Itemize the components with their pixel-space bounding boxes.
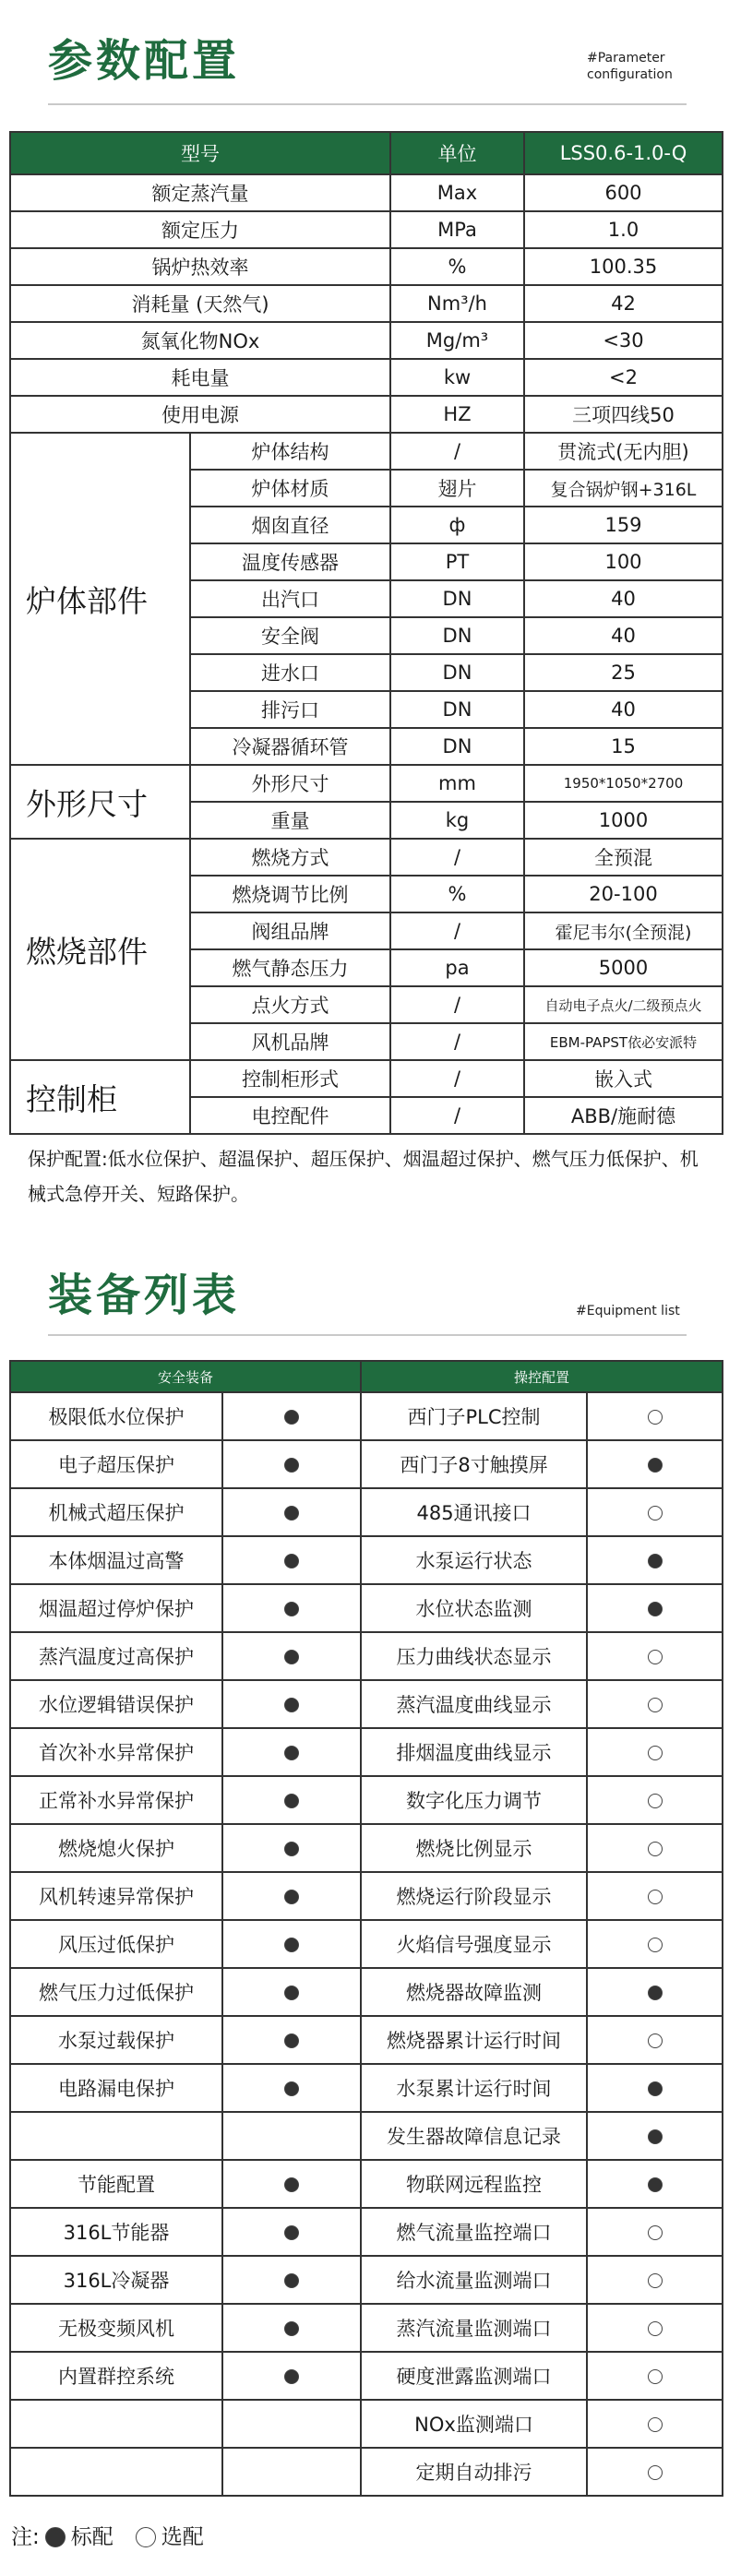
- optional-circle-icon: [648, 1698, 663, 1712]
- safety-item: [10, 2400, 222, 2448]
- parameter-row: [10, 433, 723, 470]
- control-item: 水位状态监测: [361, 1584, 587, 1632]
- standard-dot-icon: [648, 1554, 663, 1568]
- param-value: 5000: [524, 949, 723, 986]
- param-label: 温度传感器: [190, 543, 390, 580]
- safety-mark-cell: [222, 2304, 361, 2352]
- control-mark-cell: [587, 2256, 723, 2304]
- standard-dot-icon: [284, 1746, 299, 1760]
- param-value: 全预混: [524, 839, 723, 876]
- param-unit: /: [390, 839, 524, 876]
- param-label: 锅炉热效率: [10, 248, 390, 285]
- safety-mark-cell: [222, 2112, 361, 2160]
- header-controls: 操控配置: [361, 1361, 723, 1392]
- param-subtitle-line2: configuration: [587, 67, 673, 82]
- safety-item: 无极变频风机: [10, 2304, 222, 2352]
- control-mark-cell: [587, 1536, 723, 1584]
- param-value: 1.0: [524, 211, 723, 248]
- param-value: <30: [524, 322, 723, 359]
- equipment-row: [10, 1392, 723, 1440]
- param-label: 消耗量 (天然气): [10, 285, 390, 322]
- param-unit: pa: [390, 949, 524, 986]
- param-group-name: 外形尺寸: [10, 765, 190, 839]
- param-label: 氮氧化物NOx: [10, 322, 390, 359]
- param-unit: mm: [390, 765, 524, 802]
- param-value: 1000: [524, 802, 723, 839]
- param-unit: DN: [390, 580, 524, 617]
- safety-mark-cell: [222, 1872, 361, 1920]
- standard-dot-icon: [284, 1986, 299, 2000]
- equipment-row: [10, 2256, 723, 2304]
- parameter-row: [10, 765, 723, 802]
- equip-section-divider: [48, 1334, 687, 1336]
- param-section-divider: [48, 103, 687, 105]
- param-label: 安全阀: [190, 617, 390, 654]
- standard-dot-icon: [284, 1938, 299, 1952]
- param-value: 复合锅炉钢+316L: [524, 470, 723, 507]
- optional-circle-icon: [648, 1506, 663, 1521]
- safety-mark-cell: [222, 1488, 361, 1536]
- legend-optional-label: 选配: [161, 2525, 204, 2549]
- protection-note: 保护配置:低水位保护、超温保护、超压保护、烟温超过保护、燃气压力低保护、机械式急停开关、短路保护。: [28, 1148, 699, 1205]
- param-section-title: 参数配置: [48, 35, 241, 87]
- standard-dot-icon: [284, 2033, 299, 2048]
- safety-mark-cell: [222, 1440, 361, 1488]
- param-unit: kg: [390, 802, 524, 839]
- safety-mark-cell: [222, 1536, 361, 1584]
- param-value: 三项四线50: [524, 396, 723, 433]
- param-unit: /: [390, 1023, 524, 1060]
- equipment-row: [10, 1584, 723, 1632]
- safety-mark-cell: [222, 2448, 361, 2496]
- safety-item: 蒸汽温度过高保护: [10, 1632, 222, 1680]
- param-subtitle-line1: #Parameter: [587, 51, 665, 66]
- safety-item: 风压过低保护: [10, 1920, 222, 1968]
- safety-item: 电子超压保护: [10, 1440, 222, 1488]
- equipment-row: [10, 1632, 723, 1680]
- param-value: <2: [524, 359, 723, 396]
- param-unit: /: [390, 986, 524, 1023]
- safety-item: 水泵过载保护: [10, 2016, 222, 2064]
- param-value: 600: [524, 174, 723, 211]
- optional-circle-icon: [648, 1890, 663, 1904]
- standard-dot-icon: [284, 2273, 299, 2288]
- safety-item: 燃烧熄火保护: [10, 1824, 222, 1872]
- safety-mark-cell: [222, 2352, 361, 2400]
- equipment-table: [9, 1360, 723, 2497]
- legend-standard-label: 标配: [70, 2525, 114, 2549]
- control-item: 物联网远程监控: [361, 2160, 587, 2208]
- param-group-name: 炉体部件: [10, 433, 190, 765]
- param-value: EBM-PAPST依必安派特: [524, 1023, 723, 1060]
- legend: [11, 2523, 204, 2551]
- control-item: 蒸汽流量监测端口: [361, 2304, 587, 2352]
- control-item: 燃烧器累计运行时间: [361, 2016, 587, 2064]
- standard-dot-icon: [648, 1986, 663, 2000]
- control-mark-cell: [587, 1776, 723, 1824]
- equipment-row: [10, 1920, 723, 1968]
- standard-dot-icon: [284, 1794, 299, 1808]
- param-unit: %: [390, 248, 524, 285]
- safety-item: 首次补水异常保护: [10, 1728, 222, 1776]
- control-item: 发生器故障信息记录: [361, 2112, 587, 2160]
- param-unit: DN: [390, 654, 524, 691]
- control-mark-cell: [587, 2016, 723, 2064]
- equipment-row: [10, 2448, 723, 2496]
- safety-item: 极限低水位保护: [10, 1392, 222, 1440]
- parameter-table: [9, 131, 723, 1135]
- equipment-row: [10, 1440, 723, 1488]
- control-mark-cell: [587, 1728, 723, 1776]
- control-item: 燃烧器故障监测: [361, 1968, 587, 2016]
- param-unit: DN: [390, 728, 524, 765]
- optional-circle-icon: [648, 1410, 663, 1425]
- standard-dot-icon: [284, 1458, 299, 1473]
- optional-circle-icon: [648, 1794, 663, 1808]
- param-group-name: 控制柜: [10, 1060, 190, 1134]
- param-value: 100: [524, 543, 723, 580]
- safety-item: 316L冷凝器: [10, 2256, 222, 2304]
- safety-mark-cell: [222, 1584, 361, 1632]
- optional-circle-icon: [648, 2273, 663, 2288]
- param-label: 风机品牌: [190, 1023, 390, 1060]
- control-mark-cell: [587, 2112, 723, 2160]
- control-item: 485通讯接口: [361, 1488, 587, 1536]
- safety-item: 电路漏电保护: [10, 2064, 222, 2112]
- control-item: 水泵运行状态: [361, 1536, 587, 1584]
- param-unit: Nm³/h: [390, 285, 524, 322]
- safety-mark-cell: [222, 1392, 361, 1440]
- safety-item: 烟温超过停炉保护: [10, 1584, 222, 1632]
- safety-mark-cell: [222, 1680, 361, 1728]
- safety-item: 内置群控系统: [10, 2352, 222, 2400]
- parameter-row: [10, 211, 723, 248]
- control-mark-cell: [587, 1488, 723, 1536]
- param-label: 电控配件: [190, 1097, 390, 1134]
- equipment-row: [10, 1728, 723, 1776]
- safety-item: 机械式超压保护: [10, 1488, 222, 1536]
- control-mark-cell: [587, 2208, 723, 2256]
- optional-circle-icon: [648, 2465, 663, 2480]
- parameter-row: [10, 285, 723, 322]
- param-unit: /: [390, 1097, 524, 1134]
- param-value: 贯流式(无内胆): [524, 433, 723, 470]
- control-mark-cell: [587, 1392, 723, 1440]
- param-unit: DN: [390, 617, 524, 654]
- parameter-header-row: [10, 132, 723, 174]
- control-mark-cell: [587, 2064, 723, 2112]
- control-item: 西门子PLC控制: [361, 1392, 587, 1440]
- optional-circle-icon: [648, 2225, 663, 2240]
- safety-mark-cell: [222, 2256, 361, 2304]
- control-item: 西门子8寸触摸屏: [361, 1440, 587, 1488]
- safety-item: 燃气压力过低保护: [10, 1968, 222, 2016]
- safety-item: 风机转速异常保护: [10, 1872, 222, 1920]
- header-safety: 安全装备: [10, 1361, 361, 1392]
- standard-dot-icon: [284, 2081, 299, 2096]
- standard-dot-icon: [648, 1458, 663, 1473]
- parameter-row: [10, 174, 723, 211]
- param-label: 炉体材质: [190, 470, 390, 507]
- param-value: 25: [524, 654, 723, 691]
- equipment-row: [10, 2208, 723, 2256]
- control-item: 水泵累计运行时间: [361, 2064, 587, 2112]
- param-unit: Mg/m³: [390, 322, 524, 359]
- optional-circle-icon: [648, 2321, 663, 2336]
- control-item: 压力曲线状态显示: [361, 1632, 587, 1680]
- safety-mark-cell: [222, 2400, 361, 2448]
- standard-dot-icon: [284, 1506, 299, 1521]
- control-mark-cell: [587, 1440, 723, 1488]
- standard-dot-icon: [284, 1554, 299, 1568]
- control-mark-cell: [587, 1824, 723, 1872]
- param-label: 排污口: [190, 691, 390, 728]
- optional-circle-icon: [648, 2033, 663, 2048]
- standard-dot-icon: [284, 1650, 299, 1664]
- equipment-row: [10, 2016, 723, 2064]
- safety-mark-cell: [222, 1728, 361, 1776]
- param-label: 额定压力: [10, 211, 390, 248]
- optional-circle-icon: [648, 1650, 663, 1664]
- param-label: 燃气静态压力: [190, 949, 390, 986]
- control-item: NOx监测端口: [361, 2400, 587, 2448]
- safety-mark-cell: [222, 2016, 361, 2064]
- param-unit: %: [390, 876, 524, 912]
- header-unit: 单位: [390, 132, 524, 174]
- control-item: 硬度泄露监测端口: [361, 2352, 587, 2400]
- param-value: 100.35: [524, 248, 723, 285]
- param-label: 烟囱直径: [190, 507, 390, 543]
- param-value: 159: [524, 507, 723, 543]
- parameter-row: [10, 396, 723, 433]
- safety-item: 316L节能器: [10, 2208, 222, 2256]
- param-label: 进水口: [190, 654, 390, 691]
- param-label: 耗电量: [10, 359, 390, 396]
- control-mark-cell: [587, 1872, 723, 1920]
- control-item: 定期自动排污: [361, 2448, 587, 2496]
- param-label: 阀组品牌: [190, 912, 390, 949]
- standard-dot-icon: [284, 1890, 299, 1904]
- param-value: 42: [524, 285, 723, 322]
- param-label: 外形尺寸: [190, 765, 390, 802]
- safety-item: 本体烟温过高警: [10, 1536, 222, 1584]
- param-group-name: 燃烧部件: [10, 839, 190, 1060]
- param-label: 出汽口: [190, 580, 390, 617]
- control-mark-cell: [587, 2448, 723, 2496]
- param-value: 1950*1050*2700: [524, 765, 723, 802]
- standard-dot-icon: [284, 1698, 299, 1712]
- safety-item: 正常补水异常保护: [10, 1776, 222, 1824]
- optional-circle-icon: [648, 2417, 663, 2432]
- equipment-header-row: [10, 1361, 723, 1392]
- param-unit: kw: [390, 359, 524, 396]
- control-mark-cell: [587, 2160, 723, 2208]
- legend-prefix: 注:: [11, 2525, 40, 2549]
- equip-section-subtitle: #Equipment list: [576, 1304, 680, 1318]
- equipment-row: [10, 2112, 723, 2160]
- standard-dot-icon: [648, 2081, 663, 2096]
- control-item: 燃烧运行阶段显示: [361, 1872, 587, 1920]
- equipment-row: [10, 1776, 723, 1824]
- param-label: 冷凝器循环管: [190, 728, 390, 765]
- optional-circle-icon: [648, 2369, 663, 2384]
- param-value: ABB/施耐德: [524, 1097, 723, 1134]
- param-label: 重量: [190, 802, 390, 839]
- control-item: 蒸汽温度曲线显示: [361, 1680, 587, 1728]
- control-item: 火焰信号强度显示: [361, 1920, 587, 1968]
- param-unit: Max: [390, 174, 524, 211]
- safety-mark-cell: [222, 1968, 361, 2016]
- equipment-row: [10, 1536, 723, 1584]
- optional-circle-icon: [648, 1842, 663, 1856]
- equipment-row: [10, 1488, 723, 1536]
- control-item: 燃烧比例显示: [361, 1824, 587, 1872]
- param-label: 额定蒸汽量: [10, 174, 390, 211]
- param-label: 点火方式: [190, 986, 390, 1023]
- standard-dot-icon: [284, 1602, 299, 1616]
- safety-mark-cell: [222, 2064, 361, 2112]
- optional-circle-icon: [648, 1746, 663, 1760]
- standard-dot-icon: [284, 1842, 299, 1856]
- safety-mark-cell: [222, 1920, 361, 1968]
- safety-mark-cell: [222, 2208, 361, 2256]
- safety-mark-cell: [222, 1632, 361, 1680]
- parameter-row: [10, 248, 723, 285]
- control-mark-cell: [587, 1920, 723, 1968]
- equipment-row: [10, 2400, 723, 2448]
- param-section-subtitle: [587, 50, 673, 83]
- param-value: 15: [524, 728, 723, 765]
- header-model: 型号: [10, 132, 390, 174]
- param-value: 40: [524, 617, 723, 654]
- param-label: 燃烧方式: [190, 839, 390, 876]
- param-label: 使用电源: [10, 396, 390, 433]
- safety-mark-cell: [222, 1776, 361, 1824]
- param-unit: /: [390, 912, 524, 949]
- standard-dot-icon: [284, 1410, 299, 1425]
- param-value: 霍尼韦尔(全预混): [524, 912, 723, 949]
- control-item: 给水流量监测端口: [361, 2256, 587, 2304]
- param-value: 40: [524, 691, 723, 728]
- standard-dot-icon: [648, 2177, 663, 2192]
- standard-dot-icon: [45, 2527, 66, 2547]
- equipment-row: [10, 1824, 723, 1872]
- param-unit: MPa: [390, 211, 524, 248]
- standard-dot-icon: [284, 2177, 299, 2192]
- param-unit: DN: [390, 691, 524, 728]
- parameter-row: [10, 839, 723, 876]
- parameter-row: [10, 359, 723, 396]
- standard-dot-icon: [284, 2225, 299, 2240]
- equipment-row: [10, 2352, 723, 2400]
- equip-section-title: 装备列表: [48, 1270, 241, 1321]
- param-value: 嵌入式: [524, 1060, 723, 1097]
- standard-dot-icon: [284, 2321, 299, 2336]
- control-mark-cell: [587, 2352, 723, 2400]
- standard-dot-icon: [648, 2129, 663, 2144]
- param-label: 炉体结构: [190, 433, 390, 470]
- control-mark-cell: [587, 1632, 723, 1680]
- param-unit: /: [390, 1060, 524, 1097]
- equipment-row: [10, 1680, 723, 1728]
- equipment-row: [10, 1968, 723, 2016]
- standard-dot-icon: [648, 1602, 663, 1616]
- control-mark-cell: [587, 2400, 723, 2448]
- control-item: 数字化压力调节: [361, 1776, 587, 1824]
- param-unit: /: [390, 433, 524, 470]
- control-item: 燃气流量监控端口: [361, 2208, 587, 2256]
- parameter-row: [10, 1060, 723, 1097]
- standard-dot-icon: [284, 2369, 299, 2384]
- param-unit: ф: [390, 507, 524, 543]
- param-label: 燃烧调节比例: [190, 876, 390, 912]
- header-model-value: LSS0.6-1.0-Q: [524, 132, 723, 174]
- equipment-row: [10, 2304, 723, 2352]
- safety-mark-cell: [222, 2160, 361, 2208]
- param-label: 控制柜形式: [190, 1060, 390, 1097]
- param-unit: 翅片: [390, 470, 524, 507]
- safety-item: 节能配置: [10, 2160, 222, 2208]
- equipment-row: [10, 1872, 723, 1920]
- control-item: 排烟温度曲线显示: [361, 1728, 587, 1776]
- control-mark-cell: [587, 1968, 723, 2016]
- param-value: 20-100: [524, 876, 723, 912]
- safety-mark-cell: [222, 1824, 361, 1872]
- control-mark-cell: [587, 1584, 723, 1632]
- optional-circle-icon: [648, 1938, 663, 1952]
- param-unit: HZ: [390, 396, 524, 433]
- control-mark-cell: [587, 2304, 723, 2352]
- safety-item: [10, 2112, 222, 2160]
- safety-item: [10, 2448, 222, 2496]
- equipment-row: [10, 2064, 723, 2112]
- control-mark-cell: [587, 1680, 723, 1728]
- optional-circle-icon: [136, 2527, 156, 2547]
- safety-item: 水位逻辑错误保护: [10, 1680, 222, 1728]
- equipment-row: [10, 2160, 723, 2208]
- param-value: 40: [524, 580, 723, 617]
- parameter-row: [10, 322, 723, 359]
- param-unit: PT: [390, 543, 524, 580]
- param-value: 自动电子点火/二级预点火: [524, 986, 723, 1023]
